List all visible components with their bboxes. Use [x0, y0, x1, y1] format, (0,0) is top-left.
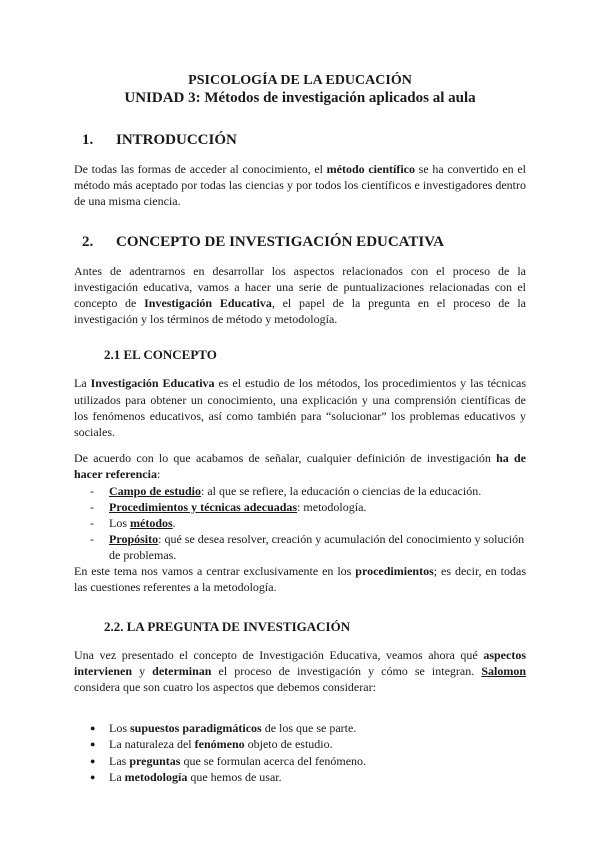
- intro-paragraph: De todas las formas de acceder al conocimiento, el método científico se ha convertido en el método más aceptado por todas las ciencias y por todos los científicos e investigadores dentro de una misma ciencia.: [74, 162, 527, 209]
- list-item: ● La metodología que hemos de usar.: [90, 769, 526, 786]
- section-2-heading: [74, 234, 526, 251]
- focus-paragraph: En este tema nos vamos a centrar exclusivamente en los procedimientos; es decir, en todas las cuestiones referentes a la metodología.: [74, 563, 526, 594]
- list-item: ● Los supuestos paradigmáticos de los que se parte.: [90, 720, 526, 737]
- section-number: 2.: [82, 233, 94, 250]
- list-item: ● La naturaleza del fenómeno objeto de estudio.: [90, 736, 526, 753]
- definition-paragraph: La Investigación Educativa es el estudio de los métodos, los procedimientos y las técnicas utilizados para obtener un conocimiento, una explicación y una comprensión científicas de los fenómenos educativos, así como también para “solucionar” los problemas educativos y sociales.: [74, 376, 527, 440]
- question-paragraph: Una vez presentado el concepto de Investigación Educativa, veamos ahora qué aspectos intervienen y determinan el proceso de investigación y cómo se integran. Salomon considera que son cuatro los aspectos que debemos considerar:: [74, 648, 527, 695]
- section-title: CONCEPTO DE INVESTIGACIÓN EDUCATIVA: [116, 233, 444, 250]
- course-title: PSICOLOGÍA DE LA EDUCACIÓN: [188, 73, 412, 88]
- unit-title: UNIDAD 3: Métodos de investigación aplicados al aula: [124, 90, 476, 106]
- list-item: ● Las preguntas que se formulan acerca del fenómeno.: [90, 753, 526, 770]
- list-item: - Campo de estudio: al que se refiere, la educación o ciencias de la educación.: [90, 483, 526, 499]
- list-item: - Procedimientos y técnicas adecuadas: metodología.: [90, 499, 526, 515]
- list-item: - Los métodos.: [90, 515, 526, 531]
- subsection-2-2-heading: 2.2. LA PREGUNTA DE INVESTIGACIÓN: [104, 619, 351, 635]
- section-number: 1.: [82, 132, 94, 148]
- salomon-aspects-list: [74, 720, 526, 786]
- section-1-heading: [74, 132, 526, 149]
- list-item: - Propósito: qué se desea resolver, creación y acumulación del conocimiento y solución de problemas.: [90, 531, 526, 563]
- concept-intro-paragraph: Antes de adentrarnos en desarrollar los aspectos relacionados con el proceso de la investigación educativa, vamos a hacer una serie de puntualizaciones relacionadas con el concepto de Investigación Educativa, el papel de la pregunta en el proceso de la investigación y los términos de método y metodología.: [74, 263, 527, 327]
- subsection-2-1-heading: 2.1 EL CONCEPTO: [104, 347, 217, 363]
- reference-paragraph: De acuerdo con lo que acabamos de señalar, cualquier definición de investigación ha de hacer referencia:: [74, 451, 526, 482]
- definition-aspects-list: [74, 483, 526, 563]
- section-title: INTRODUCCIÓN: [116, 132, 237, 148]
